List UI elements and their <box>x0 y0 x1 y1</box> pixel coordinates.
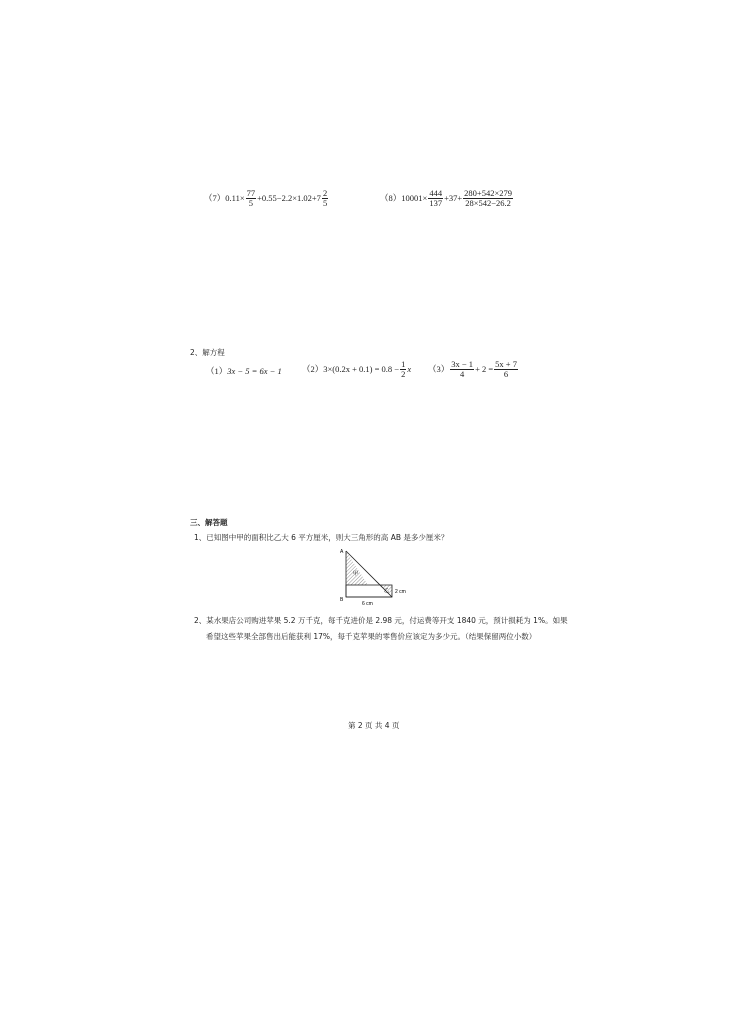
section3-question-2-line-1: 2、某水果店公司购进苹果 5.2 万千克，每千克进价是 2.98 元，付运费等开支 1840 元，预计损耗为 1%。如果 <box>194 616 568 625</box>
e2-label: （2） <box>302 364 324 375</box>
label-b: B <box>340 597 344 603</box>
label-yi: 乙 <box>384 588 390 594</box>
equation-2 <box>302 360 411 379</box>
calc-q8 <box>380 189 514 208</box>
q8-fraction-2 <box>463 189 513 208</box>
q7-f2-numerator: 2 <box>322 188 328 198</box>
label-a: A <box>340 549 344 555</box>
e2-term2: x <box>407 364 412 375</box>
e2-denominator: 2 <box>401 368 406 379</box>
dimension-right: 2 cm <box>395 589 406 595</box>
e2-fraction <box>400 360 406 379</box>
q8-label: （8） <box>380 193 402 204</box>
q7-term2: +0.55−2.2×1.02+7 <box>257 193 321 204</box>
q7-f1-denominator: 5 <box>248 197 253 208</box>
equations-heading: 2、解方程 <box>190 348 225 357</box>
calc-q7 <box>204 189 329 208</box>
q8-term2: +37+ <box>444 193 463 204</box>
e1-label: （1） <box>206 366 228 376</box>
q7-fraction-2 <box>322 189 328 208</box>
e3-label: （3） <box>428 364 450 375</box>
q7-label: （7） <box>204 193 226 204</box>
section3-heading: 三、解答题 <box>190 518 228 527</box>
e3-f1-numerator: 3x − 1 <box>451 359 474 369</box>
page-footer: 第 2 页 共 4 页 <box>348 721 400 730</box>
dimension-bottom: 6 cm <box>362 601 373 607</box>
triangle-figure <box>334 545 410 607</box>
e3-middle: + 2 = <box>475 364 494 375</box>
e3-f2-numerator: 5x + 7 <box>495 359 517 369</box>
region-jia <box>346 551 368 585</box>
q8-f2-numerator: 280+542×279 <box>464 188 512 198</box>
q7-f1-numerator: 77 <box>246 188 256 198</box>
e3-fraction-1 <box>450 360 474 379</box>
q8-f1-denominator: 137 <box>429 197 443 208</box>
q7-fraction-1 <box>246 189 257 208</box>
section3-question-2-line-2: 希望这些苹果全部售出后能获利 17%，每千克苹果的零售价应该定为多少元。（结果保留两位小数） <box>206 632 537 641</box>
e3-f1-denominator: 4 <box>460 368 465 379</box>
e3-fraction-2 <box>494 360 518 379</box>
e3-f2-denominator: 6 <box>503 368 509 379</box>
q7-term1: 0.11× <box>225 193 245 204</box>
equation-3 <box>428 360 519 379</box>
e1-expression: 3x − 5 = 6x − 1 <box>227 366 282 376</box>
e2-numerator: 1 <box>401 359 406 369</box>
equation-1 <box>206 365 282 377</box>
q8-term1: 10001× <box>401 193 428 204</box>
q7-f2-denominator: 5 <box>322 197 328 208</box>
e2-term1: 3×(0.2x + 0.1) = 0.8 − <box>323 364 400 375</box>
q8-fraction-1 <box>428 189 443 208</box>
q8-f1-numerator: 444 <box>429 188 443 198</box>
q8-f2-denominator: 28×542−26.2 <box>465 197 511 208</box>
label-jia: 甲 <box>353 571 359 577</box>
section3-question-1: 1、已知图中甲的面积比乙大 6 平方厘米，则大三角形的高 AB 是多少厘米？ <box>194 533 449 542</box>
